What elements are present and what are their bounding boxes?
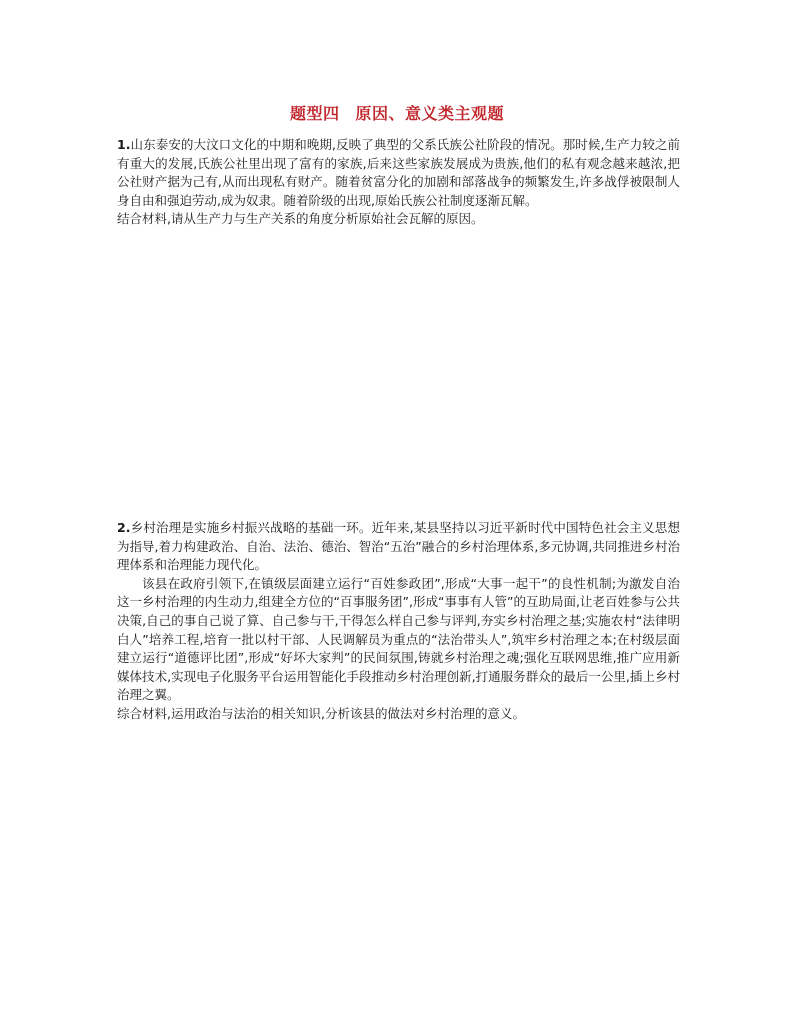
page-title-subject: 原因、意义类主观题 [355,104,505,123]
question-1-prompt: 结合材料,请从生产力与生产关系的角度分析原始社会瓦解的原因。 [117,211,484,227]
question-1 [117,136,680,229]
question-2-prompt: 综合材料,运用政治与法治的相关知识,分析该县的做法对乡村治理的意义。 [117,705,525,721]
question-2-material-text: 乡村治理是实施乡村振兴战略的基础一环。近年来,某县坚持以习近平新时代中国特色社会主义思想为指导,着力构建政治、自治、法治、德治、智治“五治”融合的乡村治理体系,多元协调,共同推进乡村治理体系和治理能力现代化。 [117,520,680,573]
question-1-number: 1. [117,137,131,152]
question-2-material [117,519,680,575]
page-title [0,103,794,125]
question-1-material [117,136,680,210]
question-2-number: 2. [117,520,131,535]
question-2 [117,519,680,724]
question-1-material-text: 山东泰安的大汶口文化的中期和晚期,反映了典型的父系氏族公社阶段的情况。那时候,生产力较之前有重大的发展,氏族公社里出现了富有的家族,后来这些家族发展成为贵族,他们的私有观念越来越浓,把公社财产据为己有,从而出现私有财产。随着贫富分化的加剧和部落战争的频繁发生,许多战俘被限制人身自由和强迫劳动,成为奴隶。随着阶级的出现,原始氏族公社制度逐渐瓦解。 [117,137,680,208]
question-2-material-paragraph-2: 该县在政府引领下,在镇级层面建立运行“百姓参政团”,形成“大事一起干”的良性机制;为激发自治这一乡村治理的内生动力,组建全方位的“百事服务团”,形成“事事有人管”的互助局面,让老百姓参与公共决策,自己的事自己说了算、自己参与干,干得怎么样自己参与评判,夯实乡村治理之基;实施农村“法律明白人”培养工程,培育一批以村干部、人民调解员为重点的“法治带头人”,筑牢乡村治理之本;在村级层面建立运行“道德评比团”,形成“好坏大家判”的民间氛围,铸就乡村治理之魂;强化互联网思维,推广应用新媒体技术,实现电子化服务平台运用智能化手段推动乡村治理创新,打通服务群众的最后一公里,插上乡村治理之翼。 [117,575,680,703]
page-title-type: 题型四 [289,104,340,123]
